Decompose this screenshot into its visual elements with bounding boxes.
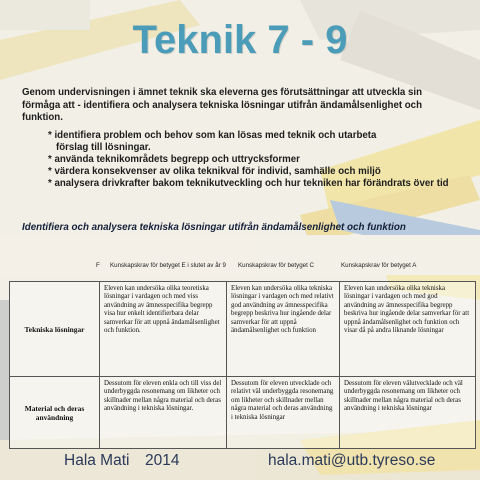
grade-c-cell: Eleven kan undersöka olika tekniska lösningar i vardagen och med relativt god användning av ämnesspecifika begrepp beskriva hur ingående delar samverkar för att uppnå ändamålsenlighet och funktion — [227, 282, 340, 377]
footer-author: Hala Mati — [64, 452, 130, 469]
row-label: Tekniska lösningar — [10, 282, 100, 377]
grade-e-cell: Dessutom för eleven enkla och till viss del underbyggda resonemang om likheter och skillnader mellan några material och deras användning i tekniska lösningar. — [100, 377, 227, 449]
grade-c-header: Kunskapskrav för betyget C — [238, 262, 315, 269]
grade-e-header: Kunskapskrav för betyget E i slutet av år 9 — [110, 262, 226, 269]
page-title: Teknik 7 - 9 — [132, 18, 348, 62]
table-row — [10, 282, 476, 377]
grade-a-header: Kunskapskrav för betyget A — [341, 262, 417, 269]
row-label: Material och deras användning — [10, 377, 100, 449]
grade-e-cell: Eleven kan undersöka olika teoretiska lösningar i vardagen och med viss användning av ämnesspecifika begrepp visa hur enkelt identifierbara delar samverkar för att uppnå ändamålsenlighet och funktion. — [100, 282, 227, 377]
bullet-item: * värdera konsekvenser av olika teknikval för individ, samhälle och miljö — [48, 166, 381, 177]
footer-year: 2014 — [145, 452, 180, 469]
grade-a-cell: Dessutom för eleven välutvecklade och väl underbyggda resonemang om likheter och skillnader mellan några material och deras användning i tekniska lösningar — [340, 377, 476, 449]
grade-a-cell: Eleven kan undersöka olika tekniska lösningar i vardagen och med god användning av ämnesspecifika begrepp beskriva hur ingående delar samverkar för att uppnå ändamålsenlighet och funktion och visar då på andra liknande lösningar — [340, 282, 476, 377]
table-row — [10, 377, 476, 449]
intro-paragraph: Genom undervisningen i ämnet teknik ska eleverna ges förutsättningar att utveckla sin förmåga att - identifiera och analysera tekniska lösningar utifrån ändamålsenlighet och funktion. — [22, 87, 422, 123]
bullet-item-continuation: förslag till lösningar. — [56, 142, 151, 153]
bullet-item: * använda teknikområdets begrepp och uttrycksformer — [48, 154, 300, 165]
goal-bullet-list — [48, 130, 468, 190]
section-subtitle: Identifiera och analysera tekniska lösningar utifrån ändamålsenlighet och funktion — [22, 222, 406, 233]
knowledge-requirements-table — [9, 281, 476, 449]
footer-email: hala.mati@utb.tyreso.se — [268, 452, 436, 469]
grade-e-prefix: F — [96, 262, 100, 269]
bullet-item: * analysera drivkrafter bakom teknikutveckling och hur tekniken har förändrats över tid — [48, 178, 449, 189]
footer — [0, 452, 480, 474]
grade-c-cell: Dessutom för eleven utvecklade och relativt väl underbyggda resonemang om likheter och skillnader mellan några material och deras användning i tekniska lösningar — [227, 377, 340, 449]
bullet-item: * identifiera problem och behov som kan lösas med teknik och utarbeta — [48, 130, 377, 141]
